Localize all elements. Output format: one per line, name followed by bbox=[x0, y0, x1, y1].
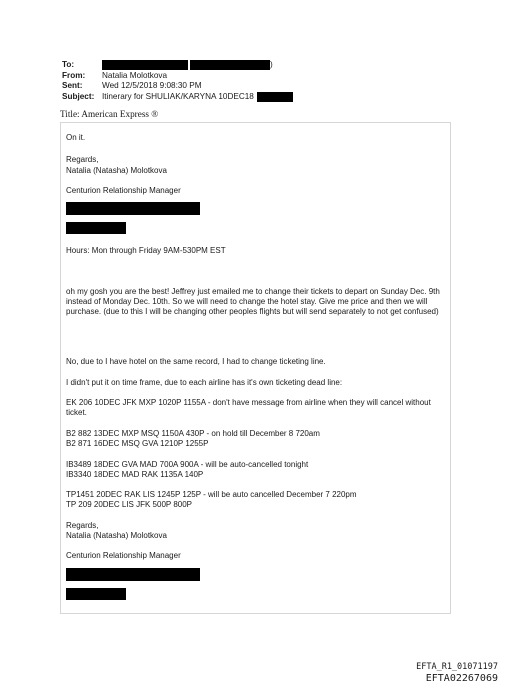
subject-label: Subject: bbox=[62, 91, 95, 101]
subject-row bbox=[62, 92, 293, 103]
body-line: Regards, bbox=[66, 521, 99, 530]
to-label: To: bbox=[62, 60, 75, 69]
from-label: From: bbox=[62, 70, 86, 80]
subject-value: Itinerary for SHULIAK/KARYNA 10DEC18 bbox=[102, 91, 254, 101]
body-paragraph: EK 206 10DEC JFK MXP 1020P 1155A - don't have message from airline when they will cancel without ticket. bbox=[66, 398, 431, 417]
redaction-block bbox=[257, 92, 293, 102]
sent-row bbox=[62, 81, 293, 92]
sent-label: Sent: bbox=[62, 81, 83, 91]
flight-line: B2 882 13DEC MXP MSQ 1150A 430P - on hold till December 8 720am bbox=[66, 429, 320, 438]
body-line: Natalia (Natasha) Molotkova bbox=[66, 166, 167, 175]
body-line: I didn't put it on time frame, due to each airline has it's own ticketing dead line: bbox=[66, 378, 343, 387]
flight-line: IB3489 18DEC GVA MAD 700A 900A - will be auto-cancelled tonight bbox=[66, 460, 309, 469]
redaction-block bbox=[66, 202, 200, 215]
redaction-block bbox=[102, 60, 188, 70]
from-value: Natalia Molotkova bbox=[102, 70, 168, 80]
email-header bbox=[62, 60, 293, 102]
redaction-block bbox=[66, 588, 126, 600]
bates-reference-1: EFTA_R1_01071197 bbox=[416, 662, 498, 672]
redaction-block bbox=[66, 222, 126, 234]
body-line: Centurion Relationship Manager bbox=[66, 551, 181, 560]
body-line: Natalia (Natasha) Molotkova bbox=[66, 531, 167, 540]
body-line: Regards, bbox=[66, 155, 99, 164]
from-row bbox=[62, 71, 293, 82]
redaction-block bbox=[66, 568, 200, 581]
bates-reference-2: EFTA02267069 bbox=[425, 673, 498, 684]
body-line: On it. bbox=[66, 133, 86, 142]
flight-line: IB3340 18DEC MAD RAK 1135A 140P bbox=[66, 470, 204, 479]
to-paren: ) bbox=[270, 60, 273, 69]
body-paragraph: oh my gosh you are the best! Jeffrey just emailed me to change their tickets to depart on Sunday Dec. 9th instead of Monday Dec. 10th. So we will need to change the hotel stay. Give me price and then we will purchase. (due to this I will be changing other peoples flights but will send separately to not get confused) bbox=[66, 287, 440, 316]
body-line: No, due to I have hotel on the same record, I had to change ticketing line. bbox=[66, 357, 326, 366]
body-line: Centurion Relationship Manager bbox=[66, 186, 181, 195]
document-title: Title: American Express ® bbox=[60, 109, 159, 119]
redaction-block bbox=[190, 60, 270, 70]
flight-line: TP1451 20DEC RAK LIS 1245P 125P - will be auto cancelled December 7 220pm bbox=[66, 490, 357, 499]
flight-line: TP 209 20DEC LIS JFK 500P 800P bbox=[66, 500, 193, 509]
flight-line: B2 871 16DEC MSQ GVA 1210P 1255P bbox=[66, 439, 209, 448]
to-row bbox=[62, 60, 293, 71]
sent-value: Wed 12/5/2018 9:08:30 PM bbox=[102, 81, 202, 91]
hours-line: Hours: Mon through Friday 9AM-530PM EST bbox=[66, 246, 226, 255]
